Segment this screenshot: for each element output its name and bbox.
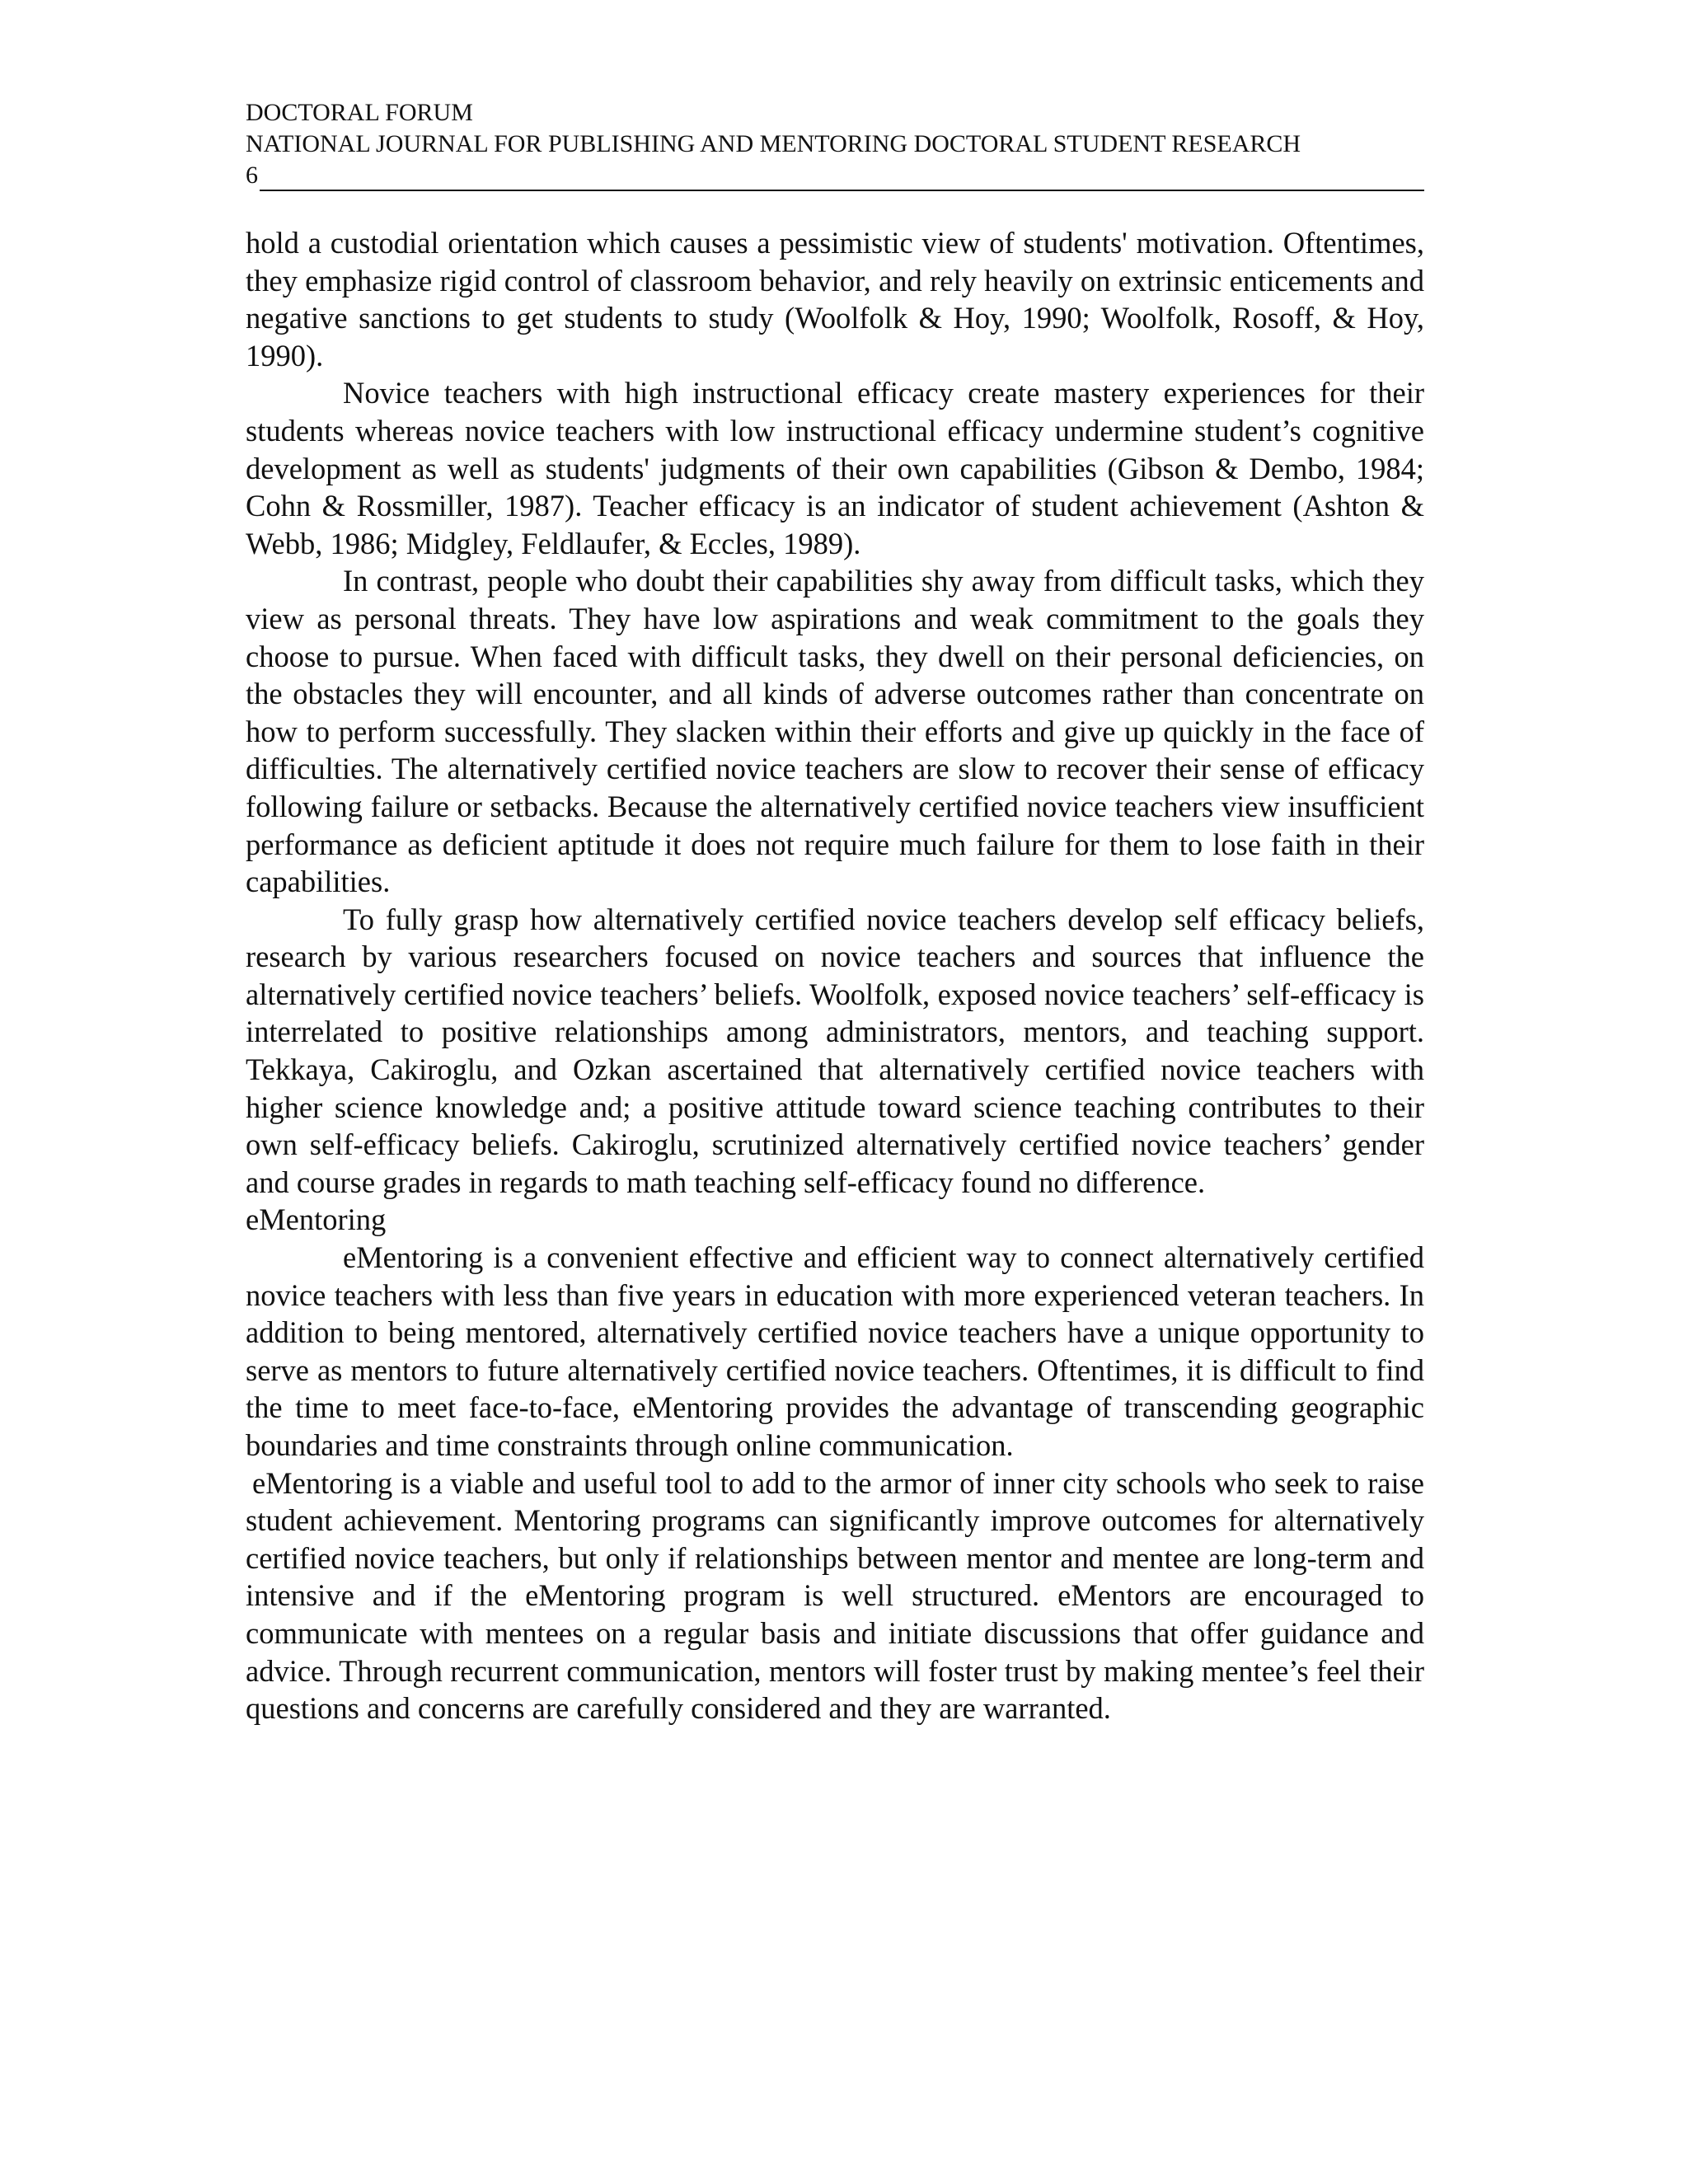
paragraph-ementoring-tool: eMentoring is a viable and useful tool to add to the armor of inner city schools who seek to raise student achievement. Mentoring programs can significantly improve outcomes for alternatively certified novice teachers, but only if relationships between mentor and mentee are long-term and intensive and if the eMentoring program is well structured. eMentors are encouraged to communicate with mentees on a regular basis and initiate discussions that offer guidance and advice. Through recurrent communication, mentors will foster trust by making mentee’s feel their questions and concerns are carefully considered and they are warranted. [246,1465,1424,1726]
paragraph-novice-efficacy: Novice teachers with high instructional efficacy create mastery experiences for their students whereas novice teachers with low instructional efficacy undermine student’s cognitive development as well as students' judgments of their own capabilities (Gibson & Dembo, 1984; Cohn & Rossmiller, 1987). Teacher efficacy is an indicator of student achievement (Ashton & Webb, 1986; Midgley, Feldlaufer, & Eccles, 1989). [246,376,1424,560]
body-text [246,224,1424,1727]
page-number: 6 [246,162,258,189]
paragraph-in-contrast: In contrast, people who doubt their capabilities shy away from difficult tasks, which they view as personal threats. They have low aspirations and weak commitment to the goals they choose to pursue. When faced with difficult tasks, they dwell on their personal deficiencies, on the obstacles they will encounter, and all kinds of adverse outcomes rather than concentrate on how to perform successfully. They slacken within their efforts and give up quickly in the face of difficulties. The alternatively certified novice teachers are slow to recover their sense of efficacy following failure or setbacks. Because the alternatively certified novice teachers view insufficient performance as deficient aptitude it does not require much failure for them to lose faith in their capabilities. [246,564,1424,899]
journal-subtitle: NATIONAL JOURNAL FOR PUBLISHING AND MENTORING DOCTORAL STUDENT RESEARCH [246,130,1301,157]
journal-name: DOCTORAL FORUM [246,99,473,126]
paragraph-ementoring-intro: eMentoring is a convenient effective and efficient way to connect alternatively certified novice teachers with less than five years in education with more experienced veteran teachers. In addition to being mentored, alternatively certified novice teachers have a unique opportunity to serve as mentors to future alternatively certified novice teachers. Oftentimes, it is difficult to find the time to meet face-to-face, eMentoring provides the advantage of transcending geographic boundaries and time constraints through online communication. [246,1240,1424,1462]
header-rule [260,166,1424,191]
document-page [246,97,1424,1727]
paragraph-continued: hold a custodial orientation which causes a pessimistic view of students' motivation. Oftentimes, they emphasize rigid control of classroom behavior, and rely heavily on extrinsic enticements and negative sanctions to get students to study (Woolfolk & Hoy, 1990; Woolfolk, Rosoff, & Hoy, 1990). [246,226,1424,373]
running-header [246,97,1424,191]
section-heading-ementoring: eMentoring [246,1202,387,1237]
paragraph-self-efficacy-beliefs: To fully grasp how alternatively certified novice teachers develop self efficacy beliefs, research by various researchers focused on novice teachers and sources that influence the alternatively certified novice teachers’ beliefs. Woolfolk, exposed novice teachers’ self-efficacy is interrelated to positive relationships among administrators, mentors, and teaching support. Tekkaya, Cakiroglu, and Ozkan ascertained that alternatively certified novice teachers with higher science knowledge and; a positive attitude toward science teaching contributes to their own self-efficacy beliefs. Cakiroglu, scrutinized alternatively certified novice teachers’ gender and course grades in regards to math teaching self-efficacy found no difference. [246,902,1424,1199]
page-number-line [246,160,1424,191]
